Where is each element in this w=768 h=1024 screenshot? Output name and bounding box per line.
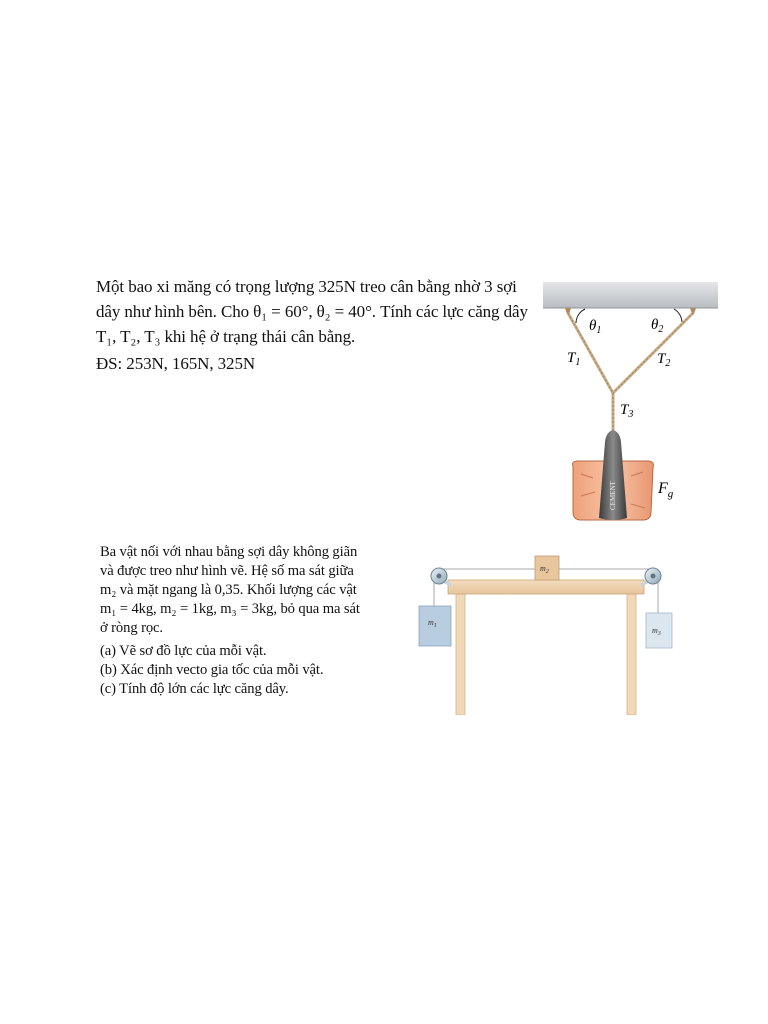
problem-1-answer: ĐS: 253N, 165N, 325N	[96, 354, 256, 373]
problem-2-line-4: m₁ = 4kg, m₂ = 1kg, m₃ = 3kg, bỏ qua ma sát	[100, 601, 360, 617]
problem-2-item-a: (a) Vẽ sơ đồ lực của mỗi vật.	[100, 643, 267, 659]
theta2-label: $\theta_2$	[651, 317, 664, 335]
problem-1-line-1: Một bao xi măng có trọng lượng 325N treo cân bằng nhờ 3 sợi	[96, 277, 517, 296]
m1-label: $m_1$	[428, 618, 437, 629]
ceiling	[543, 282, 718, 308]
problem-2-line-1: Ba vật nối với nhau bằng sợi dây không giãn	[100, 544, 358, 560]
theta2-arc	[674, 309, 682, 322]
pulley-table-figure	[415, 553, 673, 715]
m3-label: $m_3$	[652, 626, 661, 637]
theta1-label: $\theta_1$	[589, 318, 602, 336]
problem-2-text	[100, 543, 430, 699]
table-leg-right	[627, 593, 636, 715]
problem-1-text	[96, 274, 546, 376]
t2-label: $T_2$	[657, 351, 671, 369]
problem-2-item-b: (b) Xác định vecto gia tốc của mỗi vật.	[100, 662, 324, 678]
cement-bag-figure	[543, 282, 718, 522]
bag-label: CEMENT	[609, 481, 617, 510]
table-leg-left	[456, 593, 465, 715]
problem-2-line-5: ở ròng rọc.	[100, 620, 163, 636]
table-top	[448, 580, 644, 594]
problem-1-line-2: dây như hình bên. Cho θ₁ = 60°, θ₂ = 40°. Tính các lực căng dây	[96, 302, 528, 321]
t3-label: $T_3$	[620, 402, 634, 420]
problem-2-items	[100, 642, 430, 699]
m2-label: $m_2$	[540, 564, 549, 575]
fg-label: $F_g$	[658, 480, 674, 500]
problem-2-item-c: (c) Tính độ lớn các lực căng dây.	[100, 681, 289, 697]
block-m2	[535, 556, 559, 580]
theta1-arc	[576, 309, 585, 323]
t1-label: $T_1$	[567, 350, 581, 368]
problem-1-line-3: T₁, T₂, T₃ khi hệ ở trạng thái cân bằng.	[96, 327, 356, 346]
problem-2-line-2: và được treo như hình vẽ. Hệ số ma sát giữa	[100, 563, 354, 579]
problem-2-line-3: m₂ và mặt ngang là 0,35. Khối lượng các vật	[100, 582, 357, 598]
